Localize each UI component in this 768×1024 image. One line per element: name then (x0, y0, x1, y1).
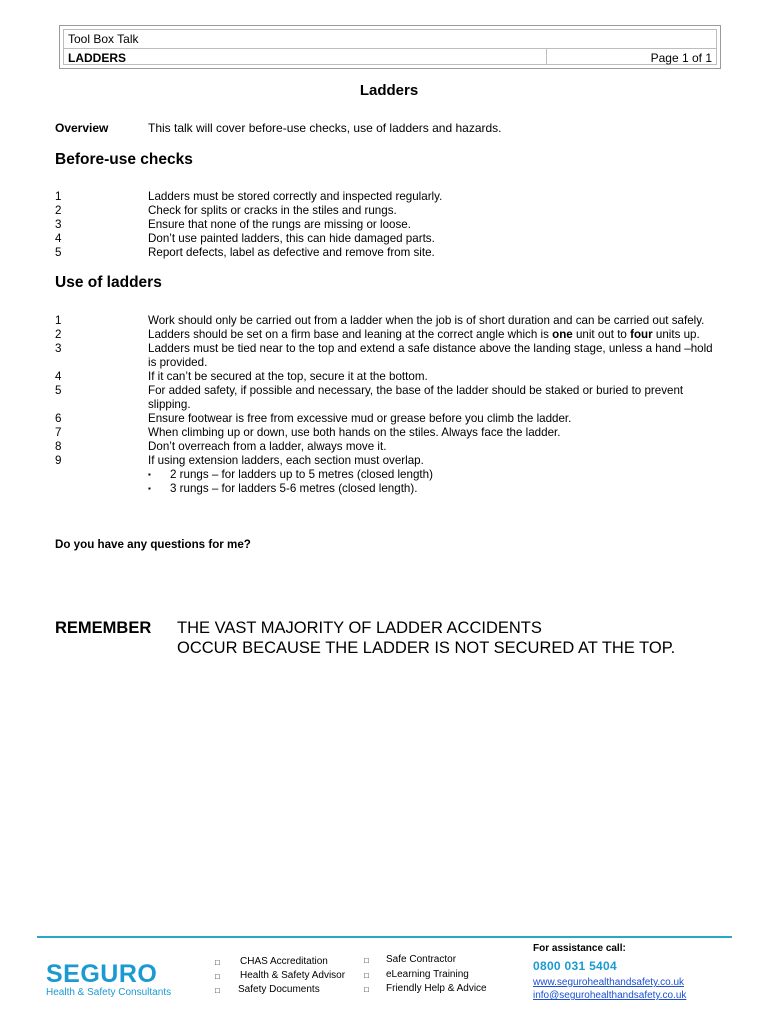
list-item: 1 Work should only be carried out from a ladder when the job is of short duration and can be carried out safely. (55, 314, 705, 327)
list-item: 5 For added safety, if possible and necessary, the base of the ladder should be staked or buried to prevent slipping. (55, 384, 684, 411)
remember-line-2: OCCUR BECAUSE THE LADDER IS NOT SECURED AT THE TOP. (177, 639, 676, 657)
footer-divider (37, 936, 732, 938)
seguro-logo: SEGURO (46, 960, 158, 988)
use-of-ladders-heading: Use of ladders (55, 274, 162, 291)
phone-number[interactable]: 0800 031 5404 (533, 959, 617, 973)
list-item: 6 Ensure footwear is free from excessive mud or grease before you climb the ladder. (55, 412, 572, 425)
service-item: eLearning Training (386, 969, 469, 980)
list-item: 9 If using extension ladders, each section must overlap. (55, 454, 424, 467)
list-item: 2 Ladders should be set on a firm base and leaning at the correct angle which is one unit out to four units up. (55, 328, 700, 341)
before-use-list (55, 190, 720, 260)
service-item: Health & Safety Advisor (240, 970, 346, 981)
checkbox-icon: □ (364, 985, 369, 994)
assistance-label: For assistance call: (533, 943, 626, 954)
checkbox-icon: □ (364, 971, 369, 980)
list-item: 3 Ensure that none of the rungs are missing or loose. (55, 218, 411, 231)
checkbox-icon: □ (364, 956, 369, 965)
list-item: 7 When climbing up or down, use both hands on the stiles. Always face the ladder. (55, 426, 561, 439)
overview-label: Overview (55, 121, 109, 135)
page-title: Ladders (359, 82, 419, 99)
document-header (59, 25, 721, 69)
list-item: 4 If it can’t be secured at the top, secure it at the bottom. (55, 370, 428, 383)
list-item: 5 Report defects, label as defective and remove from site. (55, 246, 435, 259)
square-bullet-icon: ▪ (148, 484, 151, 493)
service-item: Safe Contractor (386, 954, 457, 965)
square-bullet-icon: ▪ (148, 470, 151, 479)
checkbox-icon: □ (215, 972, 220, 981)
list-item: 3 Ladders must be tied near to the top and extend a safe distance above the landing stage, unless a hand –hold is provided. (55, 342, 713, 369)
email-link[interactable]: info@segurohealthandsafety.co.uk (533, 990, 687, 1001)
overview-text: This talk will cover before-use checks, use of ladders and hazards. (148, 121, 502, 135)
overlap-bullet-item: ▪ 3 rungs – for ladders 5-6 metres (closed length). (148, 482, 418, 495)
checkbox-icon: □ (215, 958, 220, 967)
header-series: Tool Box Talk (68, 32, 139, 46)
service-item: CHAS Accreditation (240, 956, 328, 967)
remember-line-1: THE VAST MAJORITY OF LADDER ACCIDENTS (177, 619, 542, 637)
list-item: 2 Check for splits or cracks in the stiles and rungs. (55, 204, 397, 217)
service-item: Friendly Help & Advice (386, 983, 487, 994)
questions-prompt: Do you have any questions for me? (55, 538, 251, 551)
remember-label: REMEMBER (55, 619, 152, 637)
service-item: Safety Documents (238, 984, 320, 995)
header-page-number: Page 1 of 1 (650, 51, 712, 65)
website-link[interactable]: www.segurohealthandsafety.co.uk (533, 977, 685, 988)
list-item: 8 Don’t overreach from a ladder, always move it. (55, 440, 387, 453)
list-item: 4 Don’t use painted ladders, this can hide damaged parts. (55, 232, 435, 245)
logo-tagline: Health & Safety Consultants (46, 987, 172, 998)
use-of-ladders-list (55, 314, 720, 496)
checkbox-icon: □ (215, 986, 220, 995)
header-topic: LADDERS (68, 51, 127, 65)
list-item: 1 Ladders must be stored correctly and inspected regularly. (55, 190, 443, 203)
before-use-heading: Before-use checks (55, 151, 193, 168)
overlap-bullet-item: ▪ 2 rungs – for ladders up to 5 metres (closed length) (148, 468, 433, 481)
